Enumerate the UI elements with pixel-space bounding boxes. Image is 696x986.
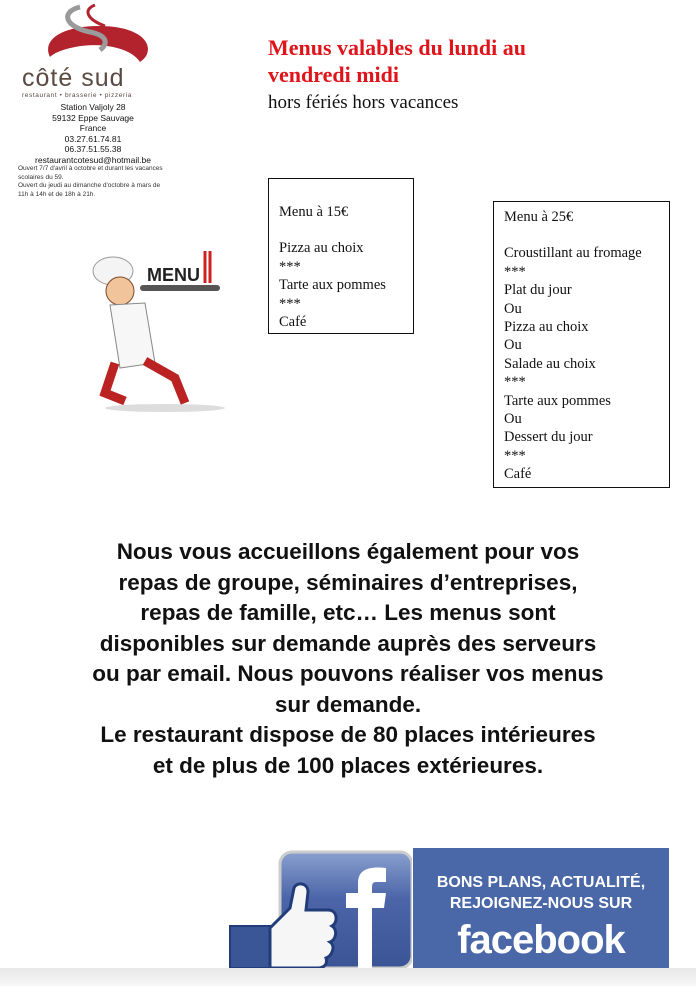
menu-item: Café — [279, 314, 307, 331]
menu-25-title: Menu à 25€ — [504, 209, 574, 225]
subtitle: hors fériés hors vacances — [268, 92, 459, 113]
chef-illustration — [85, 243, 235, 413]
address-city: 59132 Eppe Sauvage — [52, 112, 134, 123]
menu-or: Ou — [504, 411, 522, 428]
footer-shadow — [0, 968, 696, 986]
info-paragraph — [30, 537, 666, 781]
menu-separator: *** — [504, 374, 526, 391]
email: restaurantcotesud@hotmail.be — [35, 154, 151, 165]
menu-item: Tarte aux pommes — [504, 392, 611, 409]
menu-or: Ou — [504, 300, 522, 317]
info-line: repas de famille, etc… Les menus sont — [140, 600, 556, 625]
menu-item: Pizza au choix — [504, 319, 589, 336]
opening-hours-1: Ouvert 7/7 d'avril à octobre et durant les vacances scolaires du 59. — [18, 165, 163, 181]
menu-separator: *** — [504, 263, 526, 280]
facebook-banner[interactable] — [413, 848, 669, 968]
menu-15-title: Menu à 15€ — [279, 204, 349, 220]
address-block — [18, 102, 168, 199]
info-line: disponibles sur demande auprès des serveurs — [99, 630, 597, 656]
address-street: Station Valjoly 28 — [60, 102, 126, 112]
swirl-logo-icon — [20, 2, 165, 67]
menu-item: Café — [504, 466, 532, 483]
menu-item: Dessert du jour — [504, 429, 593, 446]
info-line: ou par email. Nous pouvons réaliser vos menus — [92, 661, 604, 686]
menu-item: Pizza au choix — [279, 240, 364, 257]
facebook-like-icon[interactable] — [228, 848, 412, 968]
info-line: Le restaurant dispose de 80 places intérieures — [100, 722, 596, 747]
menu-item: Croustillant au fromage — [504, 245, 642, 262]
menu-separator: *** — [279, 258, 301, 275]
title-line-1: Menus valables du lundi au — [268, 35, 526, 60]
info-line: Nous vous accueillons également pour vos — [116, 539, 580, 564]
facebook-wordmark: facebook — [457, 918, 625, 962]
title-line-2: vendredi midi — [268, 62, 400, 87]
menu-separator: *** — [504, 447, 526, 464]
phone-2: 06.37.51.55.38 — [64, 144, 122, 154]
menu-sign: MENU — [147, 265, 200, 285]
menu-item: Plat du jour — [504, 282, 572, 299]
chef-carrying-menu-icon — [85, 243, 235, 413]
page-title — [268, 34, 526, 88]
logo-name: côté sud — [22, 64, 125, 92]
menu-separator: *** — [279, 295, 301, 312]
menu-item: Tarte aux pommes — [279, 277, 386, 294]
address-country: France — [79, 123, 107, 133]
menu-15-box — [268, 178, 414, 334]
menu-or: Ou — [504, 337, 522, 354]
menu-item: Salade au choix — [504, 355, 596, 372]
info-line: et de plus de 100 places extérieures. — [152, 752, 544, 778]
info-line: sur demande. — [274, 691, 422, 717]
facebook-line-1: BONS PLANS, ACTUALITÉ, — [436, 874, 646, 891]
info-line: repas de groupe, séminaires d’entreprises, — [118, 569, 578, 595]
menu-25-box — [493, 201, 670, 488]
phone-1: 03.27.61.74.81 — [64, 133, 122, 144]
restaurant-logo — [20, 2, 165, 100]
logo-tagline: restaurant • brasserie • pizzeria — [22, 92, 132, 99]
opening-hours-2: Ouvert du jeudi au dimanche d'octobre à mars de 11h à 14h et de 18h à 21h. — [18, 182, 161, 198]
facebook-line-2: REJOIGNEZ-NOUS SUR — [449, 895, 633, 912]
